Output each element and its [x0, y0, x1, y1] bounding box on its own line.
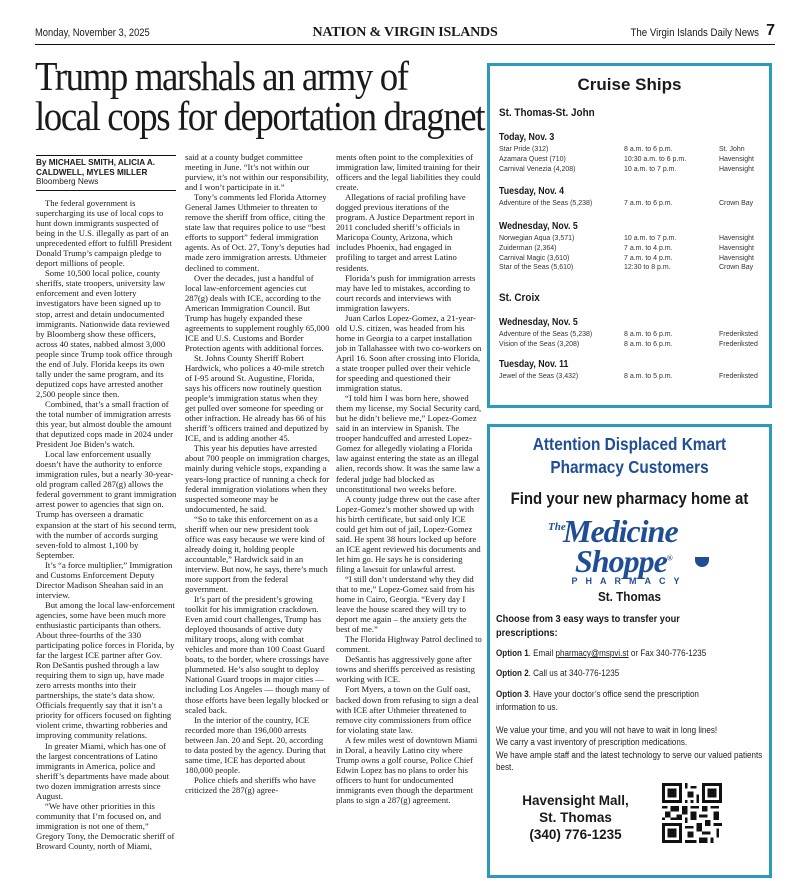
value-line: We have ample staff and the latest technology to serve our valued patients best. [496, 749, 763, 773]
article-paragraph: said at a county budget committee meeting in June. “It’s not within our purview, it’s not within our responsibility, and I won’t participate in it.” [185, 152, 329, 193]
ad-option-2 [496, 668, 748, 681]
ship-row [499, 144, 769, 154]
schedule-day-label: Wednesday, Nov. 5 [499, 221, 578, 232]
ad-address [508, 792, 643, 843]
article-column-3 [336, 152, 482, 805]
ship-row [499, 329, 769, 339]
ship-hours: 10 a.m. to 7 p.m. [624, 163, 677, 173]
option-text: . Email [528, 648, 556, 659]
ship-hours: 8 a.m. to 6 p.m. [624, 338, 673, 348]
schedule-day-label: Wednesday, Nov. 5 [499, 317, 578, 328]
option-label: Option 2 [496, 668, 529, 679]
ship-hours: 7 a.m. to 4 p.m. [624, 242, 673, 252]
article-paragraph: “I told him I was born here, showed them my license, my Social Security card, but he didn’t believe me,” Lopez-Gomez said in an interview in Spanish. The trooper handcuffed and arrested Lopez-Gomez for allegedly violating a Florida law against entering the state as an illegal alien, records show. It was the same law a federal judge had blocked as unconstitutional two weeks before. [336, 393, 482, 494]
ship-row [499, 262, 769, 272]
ship-dock: Havensight [719, 153, 754, 163]
ship-dock: Frederiksted [719, 338, 758, 348]
logo-shoppe-text: Shoppe [575, 543, 667, 579]
ship-name: Carnival Magic (3,610) [499, 252, 570, 262]
ship-row [499, 253, 769, 263]
ship-dock: Havensight [719, 163, 754, 173]
value-line: We value your time, and you will not have to wait in long lines! [496, 725, 718, 736]
article-paragraph: “We have other priorities in this community that I’m focused on, and immigration is not one of them,” Gregory Tony, the Democratic sheriff of Broward County, north of Miami, [36, 800, 175, 851]
schedule-day [499, 186, 769, 208]
ship-name: Jewel of the Seas (3,432) [499, 371, 579, 380]
page-folio [35, 22, 775, 45]
ship-row [499, 233, 769, 243]
article-paragraph: Allegations of racial profiling have dogged previous iterations of the program. A Justice Department report in 2011 concluded sheriff’s officials in Maricopa County, Arizona, which includes Phoenix, had engaged in profiling to target and arrest Latino residents. [336, 192, 475, 273]
pharmacy-email-link[interactable]: pharmacy@mspvi.st [555, 648, 629, 659]
issue-date: Monday, November 3, 2025 [35, 27, 150, 39]
article-paragraph: Tony’s comments led Florida Attorney General James Uthmeier to threaten to remove the sheriff from office, citing the state law that requires police to use “best efforts to support” federal immigration agents. As of Oct. 27, Tony’s deputies had made zero immigration arrests. Uthmeier declined to comment. [185, 192, 330, 273]
ship-row [499, 371, 769, 381]
schedule-day [499, 317, 769, 349]
ship-dock: Havensight [719, 252, 754, 262]
address-line: Havensight Mall, [522, 793, 629, 808]
cruise-ships-title: Cruise Ships [577, 75, 682, 94]
ad-option-1 [496, 648, 748, 661]
address-line: St. Thomas [539, 810, 612, 825]
article-paragraph: It’s “a force multiplier,” Immigration and Customs Enforcement Deputy Director Madison Sheahan said in an interview. [36, 559, 173, 600]
ad-attention-line-1: Attention Displaced Kmart [532, 434, 727, 454]
byline-authors: By MICHAEL SMITH, ALICIA A. CALDWELL, MYLES MILLER [36, 158, 156, 177]
ship-dock: Crown Bay [719, 198, 754, 207]
article-paragraph: A few miles west of downtown Miami in Doral, a heavily Latino city where Trump owns a golf course, Police Chief Edwin Lopez has no plans to order his officers to hunt for undocumented immigrants even though the department plans to sign a 287(g) agreement. [336, 734, 478, 805]
ship-hours: 8 a.m. to 6 p.m. [624, 329, 673, 338]
schedule-day [499, 132, 769, 173]
ad-value-statements [496, 725, 763, 774]
article-paragraph: A county judge threw out the case after Lopez-Gomez’s mother showed up with his birth certificate, but said only ICE could get him out of jail, Lopez-Gomez said. He spent 38 hours locked up before an ICE agent reviewed his documents and let him go. He says he is considering filing a lawsuit for unlawful arrest. [336, 493, 481, 574]
ship-row [499, 198, 769, 208]
region-heading: St. Thomas-St. John [499, 107, 595, 119]
ship-hours: 8 a.m. to 6 p.m. [624, 144, 673, 153]
ship-name: Norwegian Aqua (3,571) [499, 233, 575, 242]
headline-line-2: local cops for deportation dragnet [35, 93, 485, 139]
ship-name: Star Pride (312) [499, 144, 549, 153]
option-text: . Call us at 340-776-1235 [528, 668, 620, 679]
value-line: We carry a vast inventory of prescription medications. [496, 737, 688, 749]
ad-choose-heading: Choose from 3 easy ways to transfer your prescriptions: [496, 613, 680, 639]
qr-code-icon[interactable] [662, 783, 722, 843]
pharmacy-advertisement [487, 424, 772, 878]
page-number: 7 [766, 22, 775, 39]
ship-dock: Frederiksted [719, 329, 758, 338]
schedule-day-label: Tuesday, Nov. 11 [499, 359, 569, 370]
schedule-day-label: Today, Nov. 3 [499, 132, 555, 143]
article-paragraph: In greater Miami, which has one of the largest concentrations of Latino immigrants in America, police and sheriff’s departments have made about two dozen immigration arrests since August. [36, 740, 169, 801]
ship-row [499, 243, 769, 253]
article-paragraph: Some 10,500 local police, county sheriffs, state troopers, university law enforcement and even lottery investigators have been signed up to stop, arrest and detain undocumented immigrants. Nationwide data reviewed by Bloomberg show these officers, across 40 states, nabbed almost 3,000 people since Trump took office through the end of July. Florida keeps its own tally under the same program, and its deputized cops have arrested another 2,500 people since then. [36, 268, 173, 399]
logo-the: The [548, 521, 566, 533]
logo-shoppe [575, 543, 672, 580]
ad-option-3 [496, 689, 719, 714]
article-paragraph: Police chiefs and sheriffs who have criticized the 287(g) agree- [185, 774, 316, 795]
article-paragraph: But among the local law-enforcement agencies, some have been much more enthusiastic participants than others. About three-fourths of the 330 participating police forces in Florida, by far the largest ICE partner after Gov. Ron DeSantis pushed through a law requiring them to sign up, have made zero arrests months into their partnerships, the state’s data show. Officials frequently say that it isn’t a priority for officers focused on fighting violent crime, thwarting robberies and improving community relations. [36, 599, 175, 741]
ship-name: Adventure of the Seas (5,238) [499, 329, 593, 338]
article-paragraph: This year his deputies have arrested about 700 people on immigration charges, mainly during vehicle stops, expanding a years-long practice of running a check for federal immigration violations when they suspected someone may be undocumented, he said. [185, 443, 330, 514]
byline-source: Bloomberg News [36, 177, 99, 186]
article-column-1 [36, 198, 178, 851]
article-paragraph: Fort Myers, a town on the Gulf oast, backed down from refusing to sign a deal with ICE after Uthmeier threatened to remove city commissioners from office for violating state law. [336, 684, 479, 735]
logo-medicine: Medicine [563, 513, 678, 549]
ad-attention-headline [507, 433, 753, 479]
ship-hours: 8 a.m. to 5 p.m. [624, 371, 673, 380]
article-paragraph: Combined, that’s a small fraction of the total number of immigration arrests this year, but almost double the amount that deputized cops made in 2024 under President Joe Biden’s watch. [36, 398, 173, 450]
article-paragraph: Over the decades, just a handful of local law-enforcement agencies cut 287(g) deals with ICE, according to the American Immigration Council. But Trump has hugely expanded these agreements to supplement roughly 65,000 ICE and U.S. Customs and Border Protection agents with additional forces. [185, 272, 330, 353]
schedule-day-label: Tuesday, Nov. 4 [499, 186, 565, 197]
schedule-day [499, 221, 769, 272]
article-paragraph: “I still don’t understand why they did that to me,” Lopez-Gomez said from his home in Cairo, Georgia. “Every day I leave the house scared they will try to deport me again – the anxiety gets the best of me.” [336, 573, 475, 635]
ship-dock: Frederiksted [719, 371, 758, 380]
ship-name: Vision of the Seas (3,208) [499, 338, 580, 348]
option-label: Option 3 [496, 689, 529, 700]
region-heading: St. Croix [499, 292, 540, 304]
option-fax: or Fax 340-776-1235 [628, 648, 707, 659]
ship-hours: 10:30 a.m. to 6 p.m. [624, 153, 687, 163]
ad-find-text: Find your new pharmacy home at [510, 489, 749, 508]
article-paragraph: It’s part of the president’s growing toolkit for his immigration crackdown. Even amid court challenges, Trump has deployed thousands of active duty military troops, along with combat vehicles and more than 100 Coast Guard boats, to the border, where crossings have plummeted. He’s also sought to deploy National Guard troops in major cities — including Los Angeles — though many of those efforts have been legally blocked or scaled back. [185, 594, 330, 715]
article-paragraph: DeSantis has aggressively gone after towns and sheriffs perceived as resisting working with ICE. [336, 654, 475, 685]
ship-row [499, 339, 769, 349]
ship-hours: 12:30 to 8 p.m. [624, 262, 671, 272]
article-column-2 [185, 152, 330, 795]
ad-city: St. Thomas [597, 589, 662, 604]
article-paragraph: ments often point to the complexities of immigration law, limited training for their officers and the legal liabilities they could create. [336, 152, 481, 193]
schedule-day [499, 359, 769, 381]
article-paragraph: The Florida Highway Patrol declined to comment. [336, 634, 482, 655]
ship-dock: Havensight [719, 233, 754, 242]
option-text: . Have your doctor’s office send the prescription information to us. [496, 689, 699, 713]
registered-mark: ® [666, 553, 672, 563]
ship-name: Star of the Seas (5,610) [499, 262, 574, 272]
ship-hours: 7 a.m. to 6 p.m. [624, 198, 673, 207]
article-paragraph: Local law enforcement usually doesn’t have the authority to enforce immigration rules, but a nearly 30-year-old program called 287(g) allows the federal government to grant immigration arrest power to agencies that sign on. Trump has overseen a dramatic expansion at the start of his second term, with the number of accords surging seven-fold to almost 1,100 by September. [36, 449, 177, 560]
mortar-pestle-icon [695, 557, 709, 567]
option-label: Option 1 [496, 648, 529, 659]
article-byline [36, 155, 176, 191]
newspaper-name: The Virgin Islands Daily News [630, 27, 759, 39]
ad-attention-line-2: Pharmacy Customers [550, 457, 709, 477]
ship-dock: Havensight [719, 242, 754, 252]
ship-name: Azamara Quest (710) [499, 153, 566, 163]
article-paragraph: St. Johns County Sheriff Robert Hardwick, who polices a 40-mile stretch of I-95 around St. Augustine, Florida, says his officers now routinely question people’s immigration status when they get pulled over someone for speeding or other infraction. He already has 66 of his sheriff’s officers trained and deputized by ICE, and is adding another 45. [185, 352, 329, 444]
ship-name: Carnival Venezia (4,208) [499, 163, 576, 173]
ship-name: Adventure of the Seas (5,238) [499, 198, 593, 207]
logo-pharmacy-wordmark: PHARMACY [571, 576, 688, 586]
ship-name: Zuiderman (2,364) [499, 242, 557, 252]
section-title: NATION & VIRGIN ISLANDS [312, 25, 498, 40]
ship-dock: Crown Bay [719, 262, 754, 272]
article-headline [35, 53, 485, 139]
article-paragraph: “So to take this enforcement on as a sheriff when our new president took office was easy because we were kind of already doing it, holding people accountable,” Hardwick said in an interview. But now, he says, there’s much more support from the federal government. [185, 513, 328, 595]
article-paragraph: Juan Carlos Lopez-Gomez, a 21-year-old U.S. citizen, was headed from his home in Georgia to a carpet installation job in Tallahassee with two co-workers on April 16. Soon after crossing into Florida, a state trooper pulled over their vehicle for speeding and questioned their immigration status. [336, 312, 482, 394]
article-paragraph: Florida’s push for immigration arrests may have led to mistakes, according to court records and interviews with immigration lawyers. [336, 272, 476, 313]
ship-row [499, 154, 769, 164]
ship-row [499, 164, 769, 174]
ship-dock: St. John [719, 144, 745, 153]
cruise-ships-box [487, 63, 772, 408]
article-paragraph: In the interior of the country, ICE recorded more than 196,000 arrests between Jan. 20 and Sept. 20, according to data posted by the agency. During that same time, ICE has deported about 180,000 people. [185, 714, 326, 775]
article-paragraph: The federal government is supercharging its use of local cops to hunt down immigrants suspected of being in the U.S. illegally as part of an unprecedented effort to fulfill President Donald Trump’s campaign pledge to deport millions of people. [36, 198, 172, 269]
ship-hours: 10 a.m. to 7 p.m. [624, 233, 677, 242]
ship-hours: 7 a.m. to 4 p.m. [624, 252, 673, 262]
headline-line-1: Trump marshals an army of [35, 53, 408, 99]
phone-number: (340) 776-1235 [529, 827, 622, 842]
